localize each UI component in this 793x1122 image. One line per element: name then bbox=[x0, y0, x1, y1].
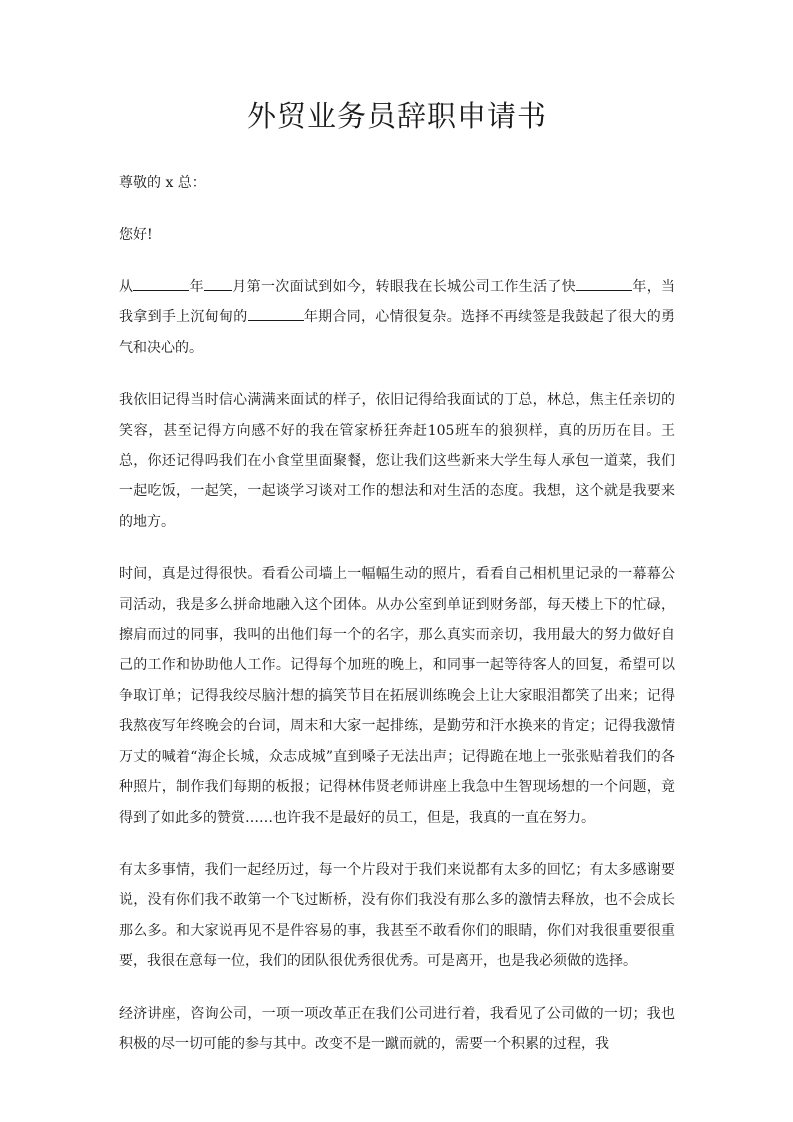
year-blank bbox=[133, 276, 189, 291]
greeting: 您好! bbox=[119, 227, 153, 243]
duration-blank bbox=[576, 276, 632, 291]
month-blank bbox=[204, 276, 232, 291]
paragraph-intro-text-1: 从 bbox=[119, 279, 134, 295]
contract-term-blank bbox=[248, 306, 304, 321]
paragraph-intro-text-2: 年 bbox=[189, 279, 204, 295]
salutation: 尊敬的 x 总： bbox=[119, 175, 206, 191]
document-title: 外贸业务员辞职申请书 bbox=[246, 99, 547, 133]
paragraph-time: 时间，真是过得很快。看看公司墙上一幅幅生动的照片，看看自己相机里记录的一幕幕公司活动，我是多么拼命地融入这个团体。从办公室到单证到财务部，每天楼上下的忙碌，擦肩而过的同事，我叫的出他们每一个的名字，那么真实而亲切，我用最大的努力做好自己的工作和协助他人工作。记得每个加班的晚上，和同事一起等待客人的回复，希望可以争取订单；记得我绞尽脑汁想的搞笑节目在拓展训练晚会上让大家眼泪都笑了出来；记得我熬夜写年终晚会的台词，周末和大家一起排练，是勤劳和汗水换来的肯定；记得我激情万丈的喊着“海企长城，众志成城”直到嗓子无法出声；记得跪在地上一张张贴着我们的各种照片，制作我们每期的板报；记得林伟贤老师讲座上我急中生智现场想的一个问题，竟得到了如此多的赞赏……也许我不是最好的员工，但是，我真的一直在努力。 bbox=[119, 566, 675, 826]
paragraph-reform: 经济讲座，咨询公司，一项一项改革正在我们公司进行着，我看见了公司做的一切；我也积极的尽一切可能的参与其中。改变不是一蹴而就的，需要一个积累的过程，我 bbox=[119, 1005, 675, 1052]
document-page bbox=[119, 96, 675, 1081]
paragraph-intro bbox=[119, 272, 675, 363]
paragraph-intro-text-4: 年，当我拿到手上沉甸甸的 bbox=[119, 279, 676, 326]
paragraph-intro-text-5: 年期合同，心情很复杂。选择不再续签是我鼓起了很大的勇气和决心的。 bbox=[119, 309, 676, 356]
paragraph-gratitude: 有太多事情，我们一起经历过，每一个片段对于我们来说都有太多的回忆；有太多感谢要说，没有你们我不敢第一个飞过断桥，没有你们我没有那么多的激情去释放，也不会成长那么多。和大家说再见不是件容易的事，我甚至不敢看你们的眼睛，你们对我很重要很重要，我很在意每一位，我们的团队很优秀很优秀。可是离开，也是我必须做的选择。 bbox=[119, 861, 675, 970]
paragraph-intro-text-3: 月第一次面试到如今，转眼我在长城公司工作生活了快 bbox=[231, 279, 577, 295]
paragraph-memories: 我依旧记得当时信心满满来面试的样子，依旧记得给我面试的丁总，林总，焦主任亲切的笑容，甚至记得方向感不好的我在管家桥狂奔赶105班车的狼狈样，真的历历在目。王总，你还记得吗我们在小食堂里面聚餐，您让我们这些新来大学生每人承包一道菜，我们一起吃饭，一起笑，一起谈学习谈对工作的想法和对生活的态度。我想，这个就是我要来的地方。 bbox=[119, 392, 675, 530]
